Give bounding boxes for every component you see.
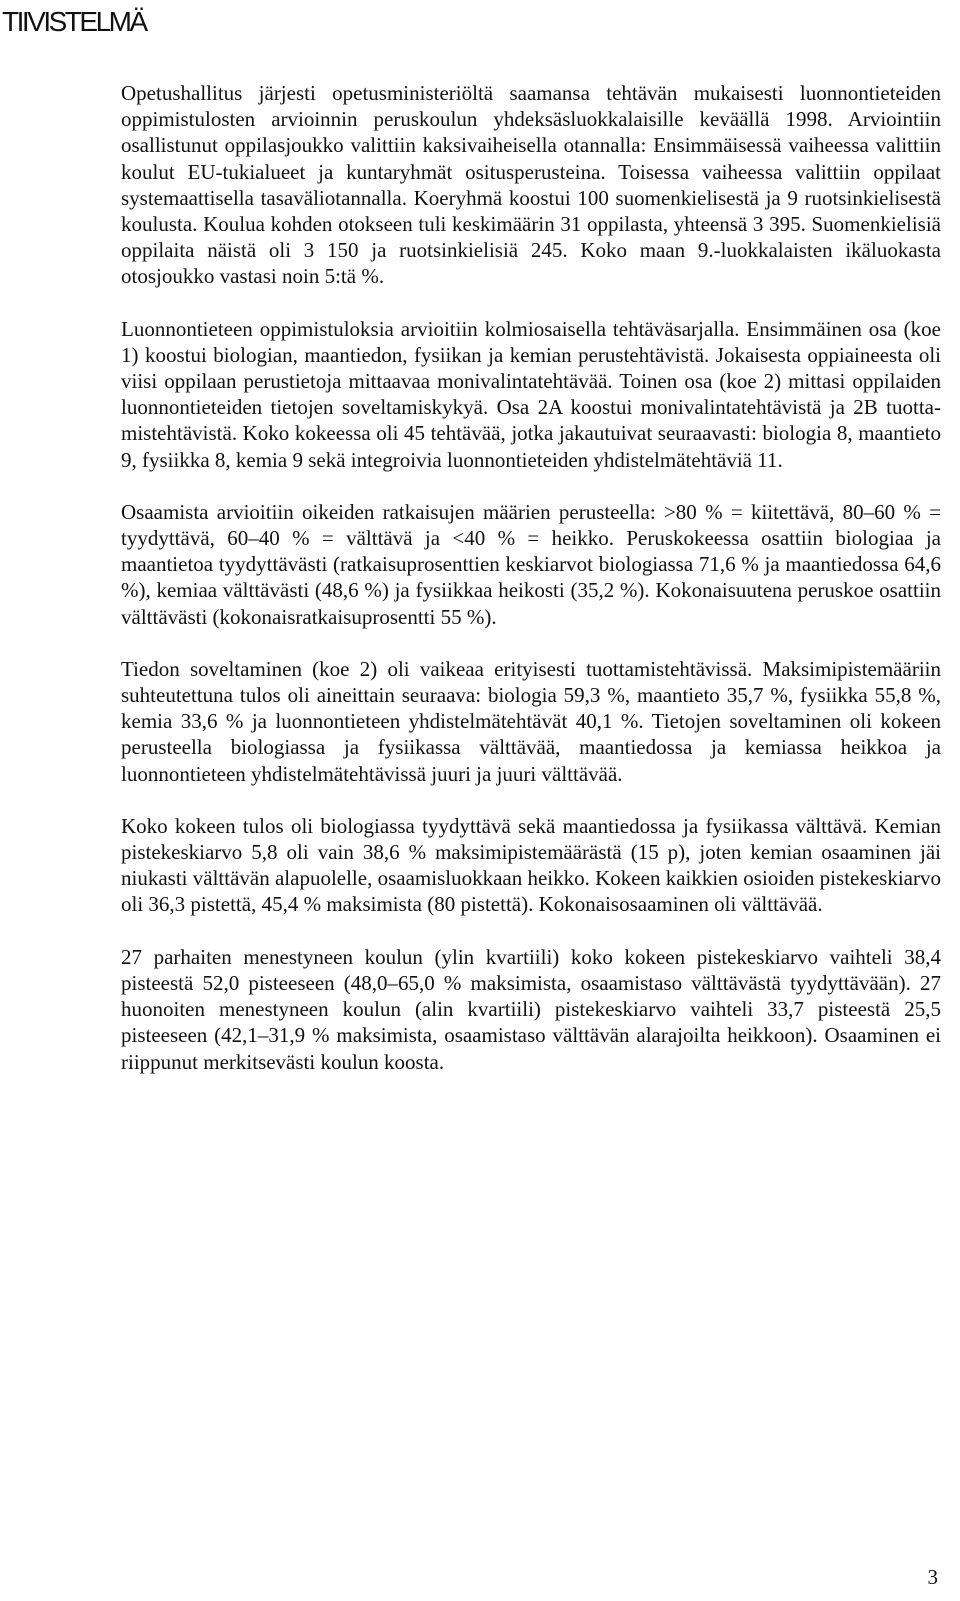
- page-number: 3: [927, 1565, 938, 1589]
- summary-body: [121, 80, 941, 1075]
- paragraph-basic-test-results: Osaamista arvioitiin oikeiden ratkaisujen määrien perusteella: >80 % = kiitettävä, 80–60 % = tyydyttävä, 60–40 % = välttävä ja <40 % = heikko. Peruskokeessa osattiin biologiaa ja maantietoa tyydyttävästi (ratkaisuprosenttien keskiarvot biologiassa 71,6 % ja maantiedossa 64,6 %), kemiaa välttävästi (48,6 %) ja fysiikkaa heikosti (35,2 %). Kokonaisuutena peruskoe osattiin välttävästi (kokonaisratkaisuprosentti 55 %).: [121, 499, 941, 629]
- paragraph-school-quartiles: 27 parhaiten menestyneen koulun (ylin kvartiili) koko kokeen pistekeskiarvo vaihteli 38,4 pisteestä 52,0 pisteeseen (48,0–65,0 % maksimista, osaamistaso välttävästä tyydyttävään). 27 huonoiten menestyneen koulun (alin kvartiili) pistekeskiarvo vaihteli 33,7 pisteestä 25,5 pisteeseen (42,1–31,9 % maksimista, osaamistaso välttävän alarajoilta heikkoon). Osaaminen ei riippunut merkitsevästi koulun koosta.: [121, 944, 941, 1074]
- paragraph-overall-results: Koko kokeen tulos oli biologiassa tyydyttävä sekä maantiedossa ja fysiikassa välttävä. Kemian pistekeskiarvo 5,8 oli vain 38,6 % maksimipistemäärästä (15 p), joten kemian osaaminen jäi niukasti välttävän alapuolelle, osaamisluokkaan heikko. Kokeen kaikkien osioiden pistekeskiarvo oli 36,3 pistettä, 45,4 % maksimista (80 pistettä). Kokonaisosaaminen oli välttävää.: [121, 813, 941, 917]
- paragraph-test-structure: Luonnontieteen oppimistuloksia arvioitiin kolmiosaisella tehtäväsarjalla. Ensimmäinen osa (koe 1) koostui biologian, maantiedon, fysiikan ja kemian perustehtävistä. Jokaisesta oppiaineesta oli viisi oppilaan perustietoja mittaavaa monivalintatehtävää. Toinen osa (koe 2) mittasi oppilaiden luonnontieteiden tietojen soveltamiskykyä. Osa 2A koostui monivalintatehtävistä ja 2B tuottamistehtävistä. Koko kokeessa oli 45 tehtävää, jotka jakautuivat seuraavasti: biologia 8, maantieto 9, fysiikka 8, kemia 9 sekä integroivia luonnontieteiden yhdistelmätehtäviä 11.: [121, 316, 941, 472]
- paragraph-sampling: Opetushallitus järjesti opetusministeriöltä saamansa tehtävän mukaisesti luonnontieteiden oppimistulosten arvioinnin peruskoulun yhdeksäsluokkalaisille keväällä 1998. Arviointiin osallistunut oppilasjoukko valittiin kaksivaiheisella otannalla: Ensimmäisessä vaiheessa valittiin koulut EU-tukialueet ja kuntaryhmät ositusperusteina. Toisessa vaiheessa valittiin oppilaat systemaattisella tasaväliotannalla. Koeryhmä koostui 100 suomenkielisestä ja 9 ruotsinkielisestä koulusta. Koulua kohden otokseen tuli keskimäärin 31 oppilasta, yhteensä 3 395. Suomenkielisiä oppilaita näistä oli 3 150 ja ruotsinkielisiä 245. Koko maan 9.-luokkalaisten ikäluokasta otosjoukko vastasi noin 5:tä %.: [121, 81, 941, 289]
- paragraph-applied-test-results: Tiedon soveltaminen (koe 2) oli vaikeaa erityisesti tuottamistehtävissä. Maksimipistemääriin suhteutettuna tulos oli aineittain seuraava: biologia 59,3 %, maantieto 35,7 %, fysiikka 55,8 %, kemia 33,6 % ja luonnontieteen yhdistelmätehtävät 40,1 %. Tietojen soveltaminen oli kokeen perusteella biologiassa ja fysiikassa välttävää, maantiedossa ja kemiassa heikkoa ja luonnontieteen yhdistelmätehtävissä juuri ja juuri välttävää.: [121, 656, 941, 786]
- page-heading: TIIVISTELMÄ: [2, 6, 146, 37]
